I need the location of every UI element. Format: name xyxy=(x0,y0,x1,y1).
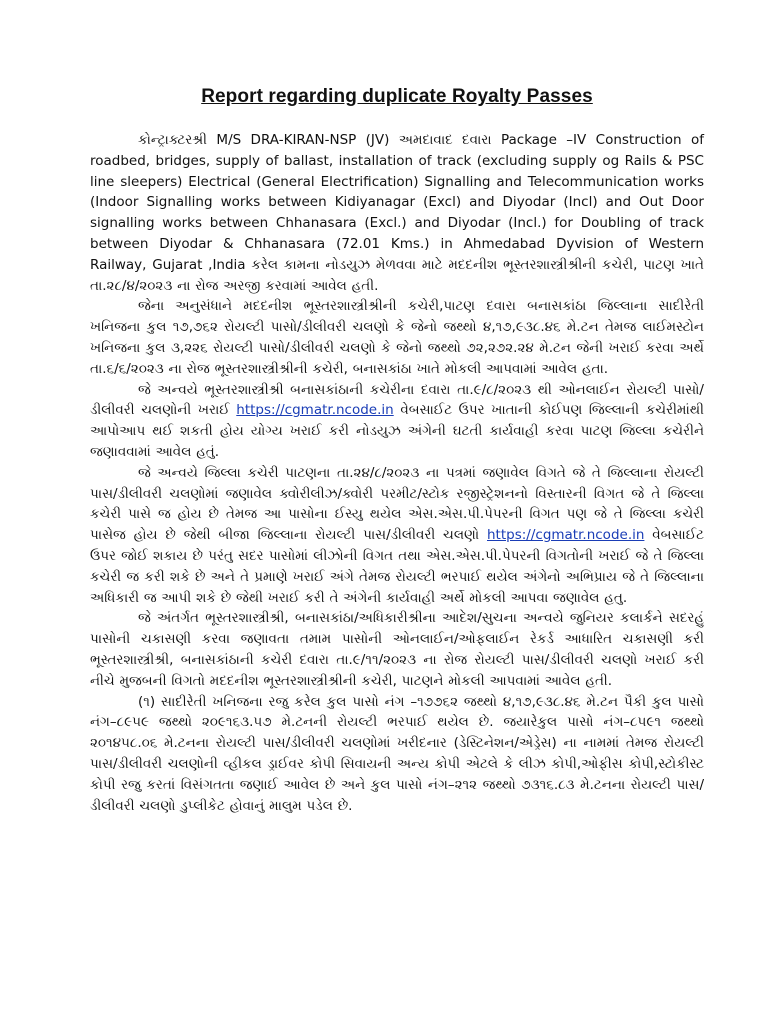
paragraph-3-text-b: વેબસાઈટ ઉપર ખાતાની કોઈપણ જિલ્લાની કચેરીમાંથી આપોઆપ થઈ શકતી હોય યોગ્ય ખરાઈ કરી નોડયુઝ અંગેની ઘટતી કાર્યવાહી કરવા પાટણ જિલ્લા કચેરીને જણાવવામાં આવેલ હતું. xyxy=(90,402,704,460)
paragraph-4 xyxy=(90,463,704,609)
paragraph-1-text: કોન્ટ્રાક્ટરશ્રી M/S DRA-KIRAN-NSP (JV) અમદાવાદ દવારા Package –IV Construction of roadbed, bridges, supply of ballast, installation of track (excluding supply og Rails & PSC line sleepers) Electrical (General Electrification) Signalling and Telecommunication works (Indoor Signalling works between Kidiyanagar (Excl) and Diyodar (Incl) and Out Door signalling works between Chhanasara (Excl.) and Diyodar (Incl.) for Doubling of track between Diyodar & Chhanasara (72.01 Kms.) in Ahmedabad Dyvision of Western Railway, Gujarat ,India કરેલ કામના નોડયુઝ મેળવવા માટે મદદનીશ ભૂસ્તરશાસ્ત્રીશ્રીની કચેરી, પાટણ ખાતે તા.૨૮/૪/૨૦૨૩ ના રોજ અરજી કરવામાં આવેલ હતી. xyxy=(90,132,704,294)
paragraph-4-text-b: વેબસાઈટ ઉપર જોઈ શકાય છે પરંતુ સદર પાસોમાં લીઝોની વિગત તથા એસ.એસ.પી.પેપરની વિગતોની ખરાઈ જે તે જિલ્લા કચેરી જ કરી શકે છે અને તે પ્રમાણે ખરાઈ અંગે તેમજ રોયલ્ટી ભરપાઈ થયેલ અંગેનો અભિપ્રાય જે તે જિલ્લાના અધિકારી જ આપી શકે છે જેથી ખરાઈ કરી તે અંગેની કાર્યવાહી અર્થે મોકલી આપવા જણાવેલ હતુ. xyxy=(90,527,705,606)
cgmatr-link-2[interactable]: https://cgmatr.ncode.in xyxy=(487,527,645,544)
paragraph-6-text: (૧) સાદીરેતી ખનિજના રજુ કરેલ કુલ પાસો નંગ –૧૭૭૬૨ જથ્થો ૪,૧૭,૯૩૮.૪૬ મે.ટન પૈકી કુલ પાસો નંગ–૮૯૫૯ જથ્થો ૨૦૯૧૬૩.૫૭ મે.ટનની રોયલ્ટી ભરપાઈ થયેલ છે. જયારેકુલ પાસો નંગ–૮૫૯૧ જથ્થો ૨૦૧૪૫૮.૦૬ મે.ટનના રોયલ્ટી પાસ/ડીલીવરી ચલણોમાં ખરીદનાર (ડેસ્ટિનેશન/એડ્રેસ) ના નામમાં તેમજ રોયલ્ટી પાસ/ડીલીવરી ચલણોની વ્હીકલ ડ્રાઈવર કોપી સિવાયની અન્ય કોપી એટલે કે લીઝ કોપી,ઓફીસ કોપી,સ્ટોકીસ્ટ કોપી રજુ કરતાં વિસંગતતા જણાઈ આવેલ છે અને કુલ પાસો નંગ–૨૧૨ જથ્થો ૭૩૧૬.૮૩ મે.ટનના રોયલ્ટી પાસ/ડીલીવરી ચલણો ડુપ્લીકેટ હોવાનું માલુમ પડેલ છે. xyxy=(90,693,704,814)
paragraph-2-text: જેના અનુસંધાને મદદનીશ ભૂસ્તરશાસ્ત્રીશ્રીની કચેરી,પાટણ દવારા બનાસકાંઠા જિલ્લાના સાદીરેતી ખનિજના કુલ ૧૭,૭૬૨ રોયલ્ટી પાસો/ડીલીવરી ચલણો કે જેનો જથ્થો ૪,૧૭,૯૩૮.૪૬ મે.ટન તેમજ લાઈમસ્ટોન ખનિજના કુલ ૩,૨૨૬ રોયલ્ટી પાસો/ડીલીવરી ચલણો કે જેનો જથ્થો ૭૨,૨૭૨.૨૪ મે.ટન જેની ખરાઈ કરવા અર્થે તા.૬/૬/૨૦૨૩ ના રોજ ભૂસ્તરશાસ્ત્રીશ્રીની કચેરી, બનાસકાંઠા ખાતે મોકલી આપવામાં આવેલ હતા. xyxy=(90,298,704,377)
paragraph-4-text-a: જે અન્વયે જિલ્લા કચેરી પાટણના તા.૨૪/૮/૨૦૨૩ ના પત્રમાં જણાવેલ વિગતે જે તે જિલ્લાના રોયલ્ટી પાસ/ડીલીવરી ચલણોમાં જણાવેલ ક્વોરીલીઝ/ક્વોરી પરમીટ/સ્ટોક રજીસ્ટ્રેશનનો વિસ્તારની વિગત જે તે જિલ્લા કચેરી પાસે જ હોય છે તેમજ આ પાસોના ઈસ્યુ થયેલ એસ.એસ.પી.પેપરની વિગત પણ જે તે જિલ્લા કચેરી પાસેજ હોય છે જેથી બીજા જિલ્લાના રોયલ્ટી પાસ/ડીલીવરી ચલણો xyxy=(90,464,704,544)
paragraph-1 xyxy=(90,130,704,296)
paragraph-5-text: જે અંતર્ગત ભૂસ્તરશાસ્ત્રીશ્રી, બનાસકાંઠા/અધિકારીશ્રીના આદેશ/સુચના અન્વયે જુનિયર કલાર્કને સદરહું પાસોની ચકાસણી કરવા જણાવતા તમામ પાસોની ઓનલાઈન/ઓફલાઈન રેકર્ડ આધારિત ચકાસણી કરી ભૂસ્તરશાસ્ત્રીશ્રી, બનાસકાંઠાની કચેરી દવારા તા.૯/૧૧/૨૦૨૩ ના રોજ રોયલ્ટી પાસ/ડીલીવરી ચલણો ખરાઈ કરી નીચે મુજબની વિગતો મદદનીશ ભૂસ્તરશાસ્ત્રીશ્રીની કચેરી, પાટણને મોકલી આપવામાં આવેલ હતી. xyxy=(90,610,704,689)
document-title: Report regarding duplicate Royalty Passes xyxy=(201,86,593,107)
paragraph-3-text-a: જે અન્વયે ભૂસ્તરશાસ્ત્રીશ્રી બનાસકાંઠાની કચેરીના દવારા તા.૯/૮/૨૦૨૩ થી ઓનલાઈન રોયલ્ટી પાસો/ડીલીવરી ચલણોની ખરાઈ xyxy=(90,381,704,419)
cgmatr-link-1[interactable]: https://cgmatr.ncode.in xyxy=(236,402,394,419)
paragraph-2 xyxy=(90,296,704,379)
paragraph-3 xyxy=(90,380,704,463)
paragraph-5 xyxy=(90,608,704,691)
paragraph-6 xyxy=(90,692,704,817)
